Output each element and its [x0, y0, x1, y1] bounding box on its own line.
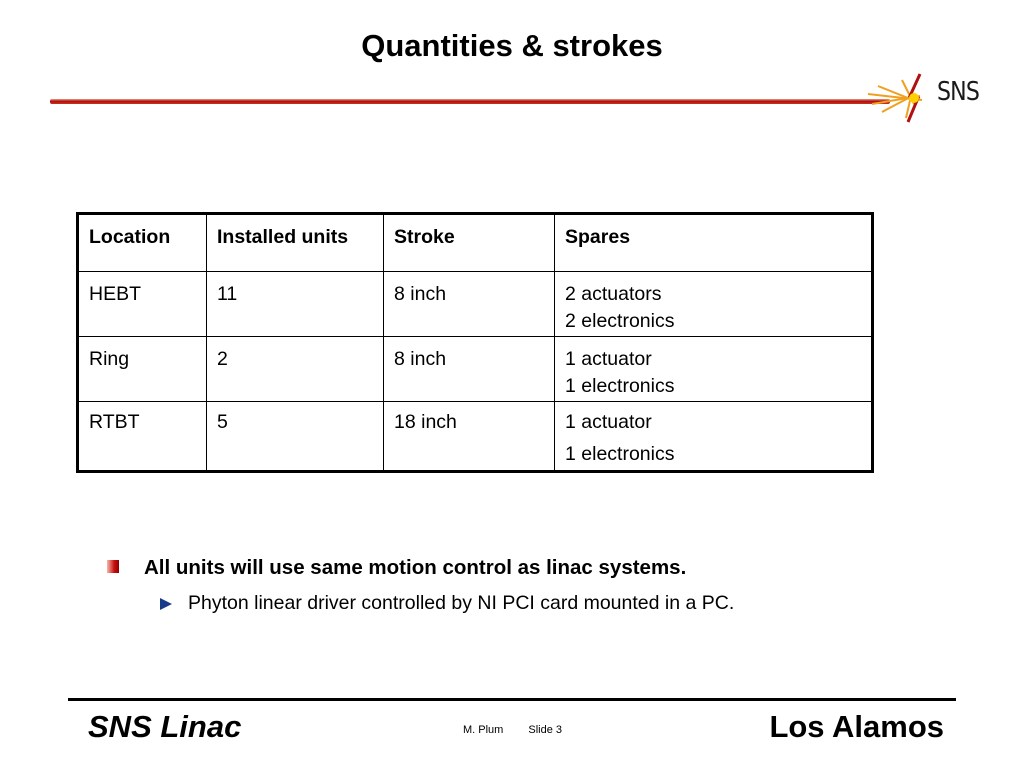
triangle-bullet-icon — [160, 598, 172, 610]
footer-author: M. Plum — [463, 724, 504, 736]
table-row — [78, 272, 873, 337]
spares-line-1: 1 actuator — [565, 348, 652, 370]
bullet-main-text: All units will use same motion control as linac systems. — [144, 556, 687, 579]
cell-location: Ring — [78, 337, 207, 402]
bullet-sub-text: Phyton linear driver controlled by NI PCI card mounted in a PC. — [188, 592, 735, 614]
spares-line-2: 2 electronics — [565, 310, 675, 332]
spares-line-1: 1 actuator — [565, 411, 652, 433]
cell-stroke: 18 inch — [384, 402, 555, 472]
cell-spares — [555, 402, 873, 472]
cell-stroke: 8 inch — [384, 337, 555, 402]
spares-line-1: 2 actuators — [565, 283, 662, 305]
cell-units: 11 — [207, 272, 384, 337]
cell-location: RTBT — [78, 402, 207, 472]
cell-spares — [555, 272, 873, 337]
header-stroke: Stroke — [384, 214, 555, 272]
table-row — [78, 402, 873, 472]
spares-line-2: 1 electronics — [565, 375, 675, 397]
cell-stroke: 8 inch — [384, 272, 555, 337]
header-spares: Spares — [555, 214, 873, 272]
cell-location: HEBT — [78, 272, 207, 337]
footer-slide-number: Slide 3 — [528, 724, 563, 736]
square-bullet-icon — [107, 560, 119, 573]
header-location: Location — [78, 214, 207, 272]
cell-units: 5 — [207, 402, 384, 472]
title-divider — [50, 99, 890, 104]
header-installed-units: Installed units — [207, 214, 384, 272]
quantities-table — [76, 212, 874, 473]
spares-line-2: 1 electronics — [565, 443, 675, 465]
footer-divider — [68, 698, 956, 701]
footer-left-label: SNS Linac — [88, 709, 242, 744]
table-header-row — [78, 214, 873, 272]
cell-spares — [555, 337, 873, 402]
footer-meta — [463, 724, 562, 736]
slide-title: Quantities & strokes — [361, 28, 663, 63]
cell-units: 2 — [207, 337, 384, 402]
footer-right-label: Los Alamos — [769, 709, 944, 744]
logo-text: SNS — [937, 77, 980, 107]
table-row — [78, 337, 873, 402]
